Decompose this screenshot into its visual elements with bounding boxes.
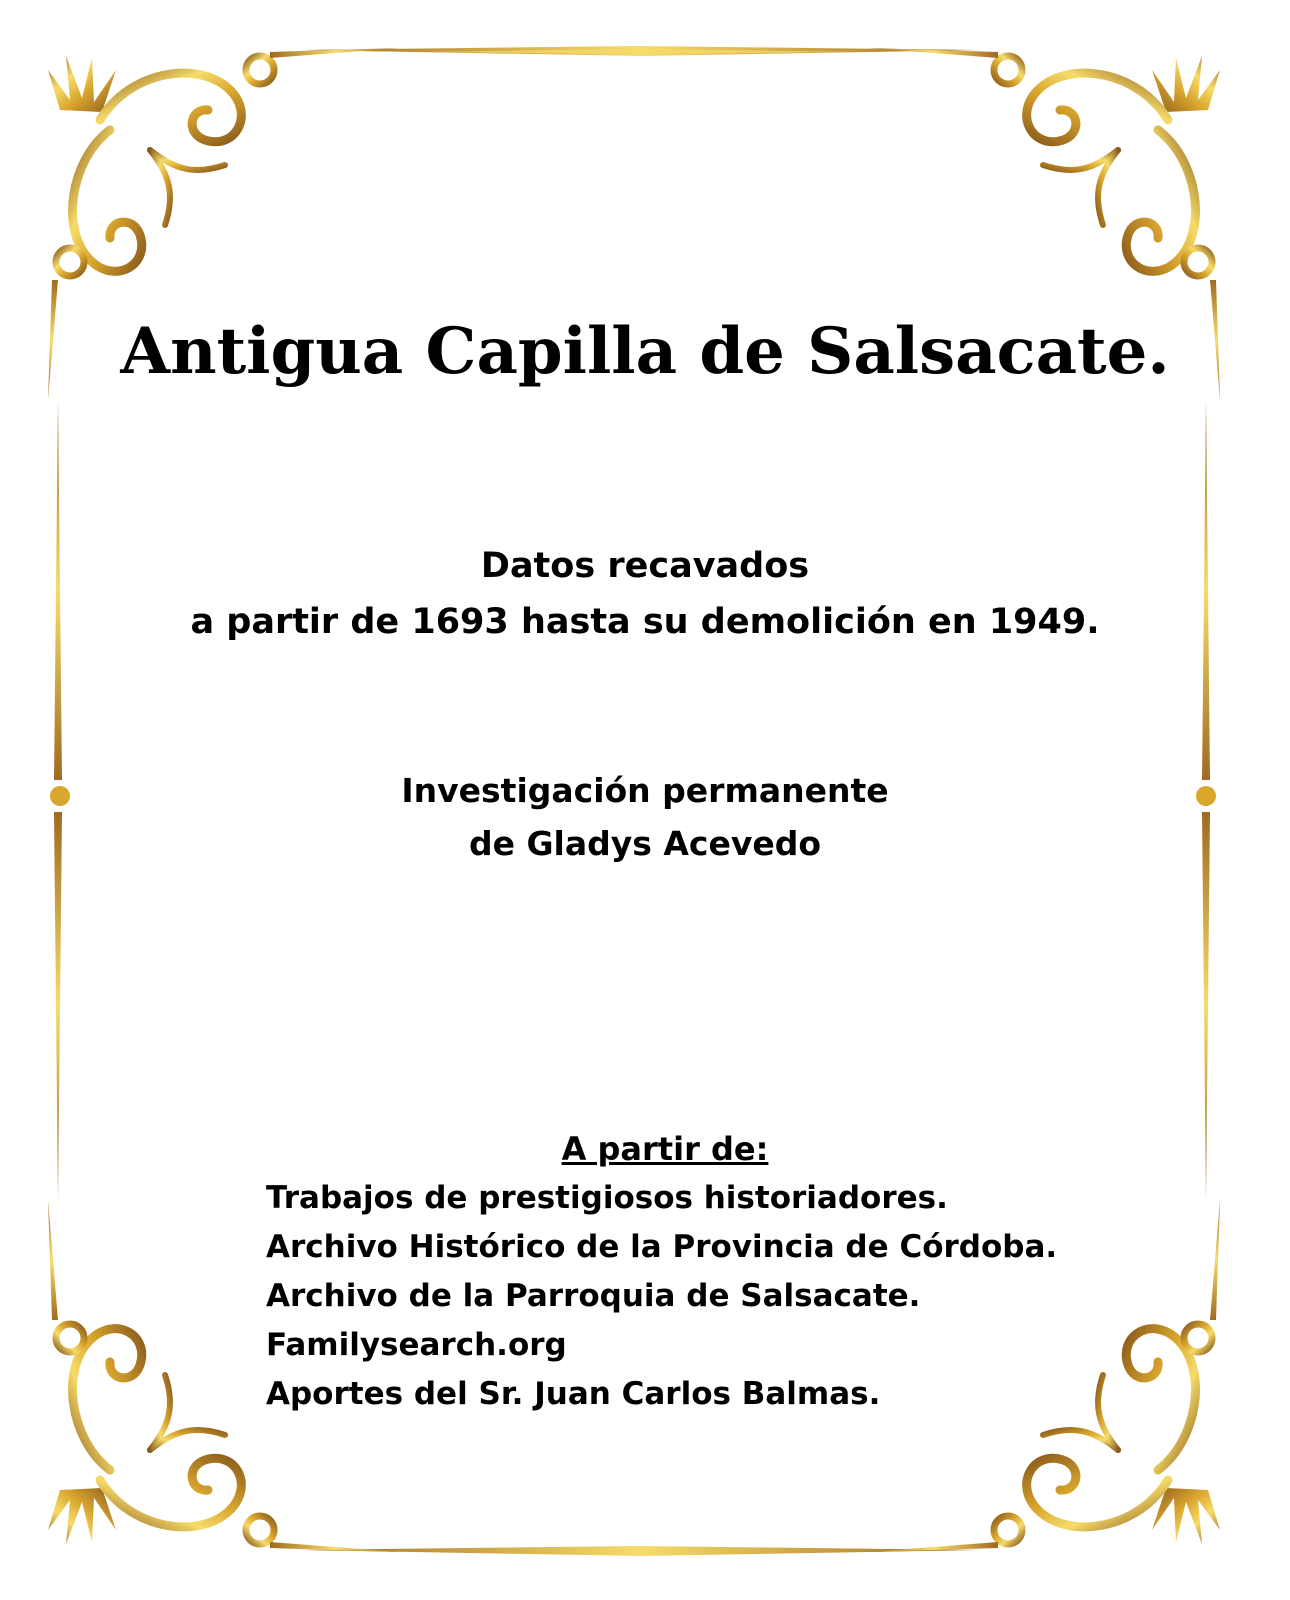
page-title: Antigua Capilla de Salsacate. [120,314,1170,389]
list-item: Familysearch.org [266,1327,567,1363]
datos-block [0,538,1290,650]
datos-line-2: a partir de 1693 hasta su demolición en 1949. [190,602,1100,642]
sources-list [266,1174,1057,1419]
investigacion-line-1: Investigación permanente [401,771,889,810]
list-item: Archivo de la Parroquia de Salsacate. [266,1278,921,1314]
list-item: Aportes del Sr. Juan Carlos Balmas. [266,1376,881,1412]
list-item: Trabajos de prestigiosos historiadores. [266,1180,948,1216]
datos-line-1: Datos recavados [480,546,810,586]
investigacion-block [0,764,1290,870]
list-item: Archivo Histórico de la Provincia de Córdoba. [266,1229,1058,1265]
investigacion-line-2: de Gladys Acevedo [468,824,822,863]
sources-heading: A partir de: [561,1130,769,1168]
